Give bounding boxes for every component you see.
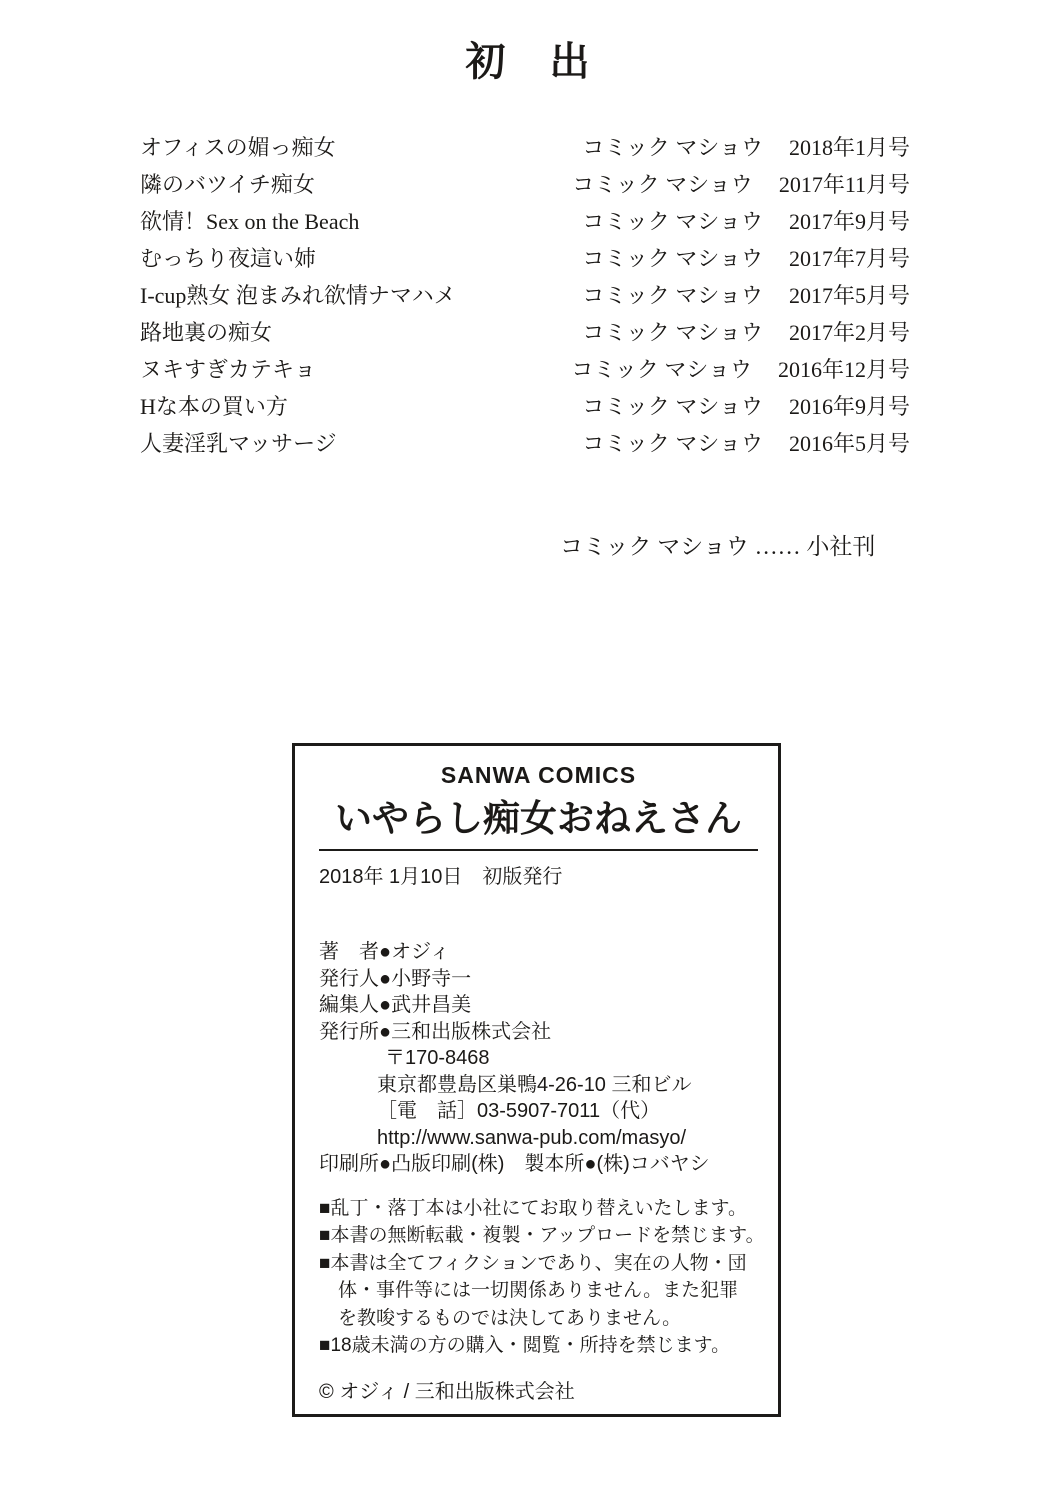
- issue-date: 2017年11月号: [778, 172, 910, 197]
- publisher-note: コミック マショウ …… 小社刊: [560, 534, 876, 559]
- publisher-credit: 発行人●小野寺一: [319, 967, 472, 990]
- divider: [319, 849, 758, 851]
- notice-line: ■本書の無断転載・複製・アップロードを禁じます。: [319, 1225, 765, 1246]
- work-title: オフィスの媚っ痴女: [140, 135, 336, 160]
- magazine-name: コミック マショウ: [582, 283, 763, 308]
- colophon-box: [292, 743, 781, 1417]
- work-title: ヌキすぎカテキョ: [140, 357, 317, 382]
- phone-number: ［電 話］03-5907-7011（代）: [377, 1100, 661, 1122]
- publication-row: [140, 276, 910, 313]
- issue-date: 2016年9月号: [788, 394, 910, 419]
- notice-line: を教唆するものでは決してありません。: [338, 1307, 682, 1329]
- author-credit: 著 者●オジィ: [319, 941, 450, 963]
- editor-credit: 編集人●武井昌美: [319, 994, 472, 1016]
- issue-date: 2017年9月号: [788, 209, 910, 234]
- magazine-name: コミック マショウ: [572, 172, 753, 197]
- work-title: 人妻淫乳マッサージ: [140, 431, 337, 456]
- issue-date: 2018年1月号: [788, 135, 910, 160]
- magazine-name: コミック マショウ: [582, 209, 763, 234]
- magazine-name: コミック マショウ: [582, 394, 763, 419]
- issue-date: 2017年2月号: [788, 320, 910, 345]
- magazine-name: コミック マショウ: [582, 246, 763, 271]
- copyright-line: © オジィ / 三和出版株式会社: [319, 1380, 575, 1403]
- publication-list: [140, 128, 910, 461]
- publication-row: [140, 350, 910, 387]
- magazine-name: コミック マショウ: [582, 320, 763, 345]
- book-title: いやらし痴女おねえさん: [335, 799, 742, 840]
- work-title: むっちり夜這い姉: [140, 246, 317, 271]
- notice-line: ■本書は全てフィクションであり、実在の人物・団: [319, 1252, 747, 1274]
- work-title: Hな本の買い方: [140, 394, 288, 419]
- imprint-label: SANWA COMICS: [440, 762, 637, 788]
- magazine-name: コミック マショウ: [582, 135, 763, 160]
- publication-row: [140, 239, 910, 276]
- magazine-name: コミック マショウ: [582, 431, 763, 456]
- publication-row: [140, 165, 910, 202]
- notice-line: ■18歳未満の方の購入・閲覧・所持を禁じます。: [319, 1335, 731, 1356]
- publication-row: [140, 128, 910, 165]
- work-title: 路地裏の痴女: [140, 320, 273, 345]
- issue-date: 2017年7月号: [788, 246, 910, 271]
- magazine-name: コミック マショウ: [571, 357, 752, 382]
- issue-date: 2016年12月号: [777, 357, 910, 382]
- notice-line: ■乱丁・落丁本は小社にてお取り替えいたします。: [319, 1197, 747, 1219]
- publication-row: [140, 313, 910, 350]
- postal-code: 〒170-8468: [385, 1047, 490, 1069]
- credits-block: [319, 939, 758, 1178]
- issue-date: 2017年5月号: [788, 283, 910, 308]
- notices-block: [319, 1195, 765, 1360]
- publication-row: [140, 387, 910, 424]
- street-address: 東京都豊島区巣鴨4-26-10 三和ビル: [377, 1073, 692, 1096]
- page-title: 初 出: [465, 39, 592, 84]
- publication-row: [140, 202, 910, 239]
- work-title: 隣のバツイチ痴女: [140, 172, 315, 197]
- work-title: 欲情！Sex on the Beach: [140, 209, 360, 234]
- notice-line: 体・事件等には一切関係ありません。また犯罪: [338, 1280, 739, 1301]
- printing-date: 2018年 1月10日 初版発行: [319, 866, 563, 888]
- issuer-credit: 発行所●三和出版株式会社: [319, 1020, 552, 1043]
- website-url: http://www.sanwa-pub.com/masyo/: [377, 1126, 687, 1149]
- work-title: I-cup熟女 泡まみれ欲情ナマハメ: [140, 283, 456, 308]
- issue-date: 2016年5月号: [788, 431, 910, 456]
- publication-row: [140, 424, 910, 461]
- production-credit: 印刷所●凸版印刷(株) 製本所●(株)コバヤシ: [319, 1153, 710, 1175]
